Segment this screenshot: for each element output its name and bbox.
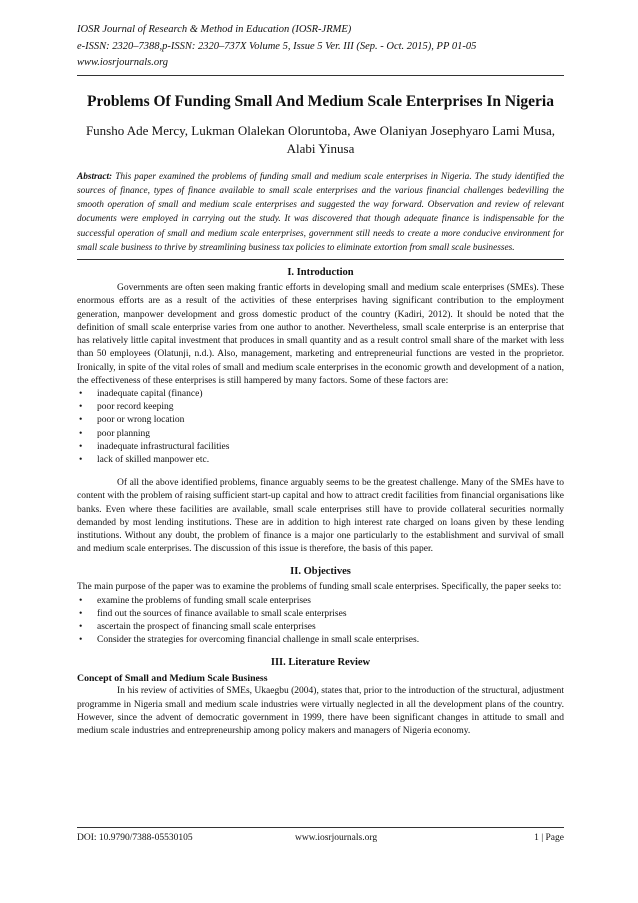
factors-list — [77, 388, 564, 467]
bullet-icon: • — [79, 428, 83, 439]
list-item: • poor record keeping — [77, 401, 564, 414]
paper-title: Problems Of Funding Small And Medium Scale Enterprises In Nigeria — [87, 92, 554, 110]
introduction-paragraph-1: Governments are often seen making frantic efforts in developing small and medium scale enterprises (SMEs). These enormous efforts are as a result of the activities of these enterprises having significant contribution to the employment generation, manpower development and gross domestic product of the country (Kadiri, 2012). It should be noted that the definition of small scale enterprise varies from one author to another. Nevertheless, small scale enterprise is an enterprise that has relatively little capital investment that produces in small quantity and as a result control small share of the market with less than 50 employees (Olatunji, n.d.). Also, management, marketing and entrepreneurial functions are vested in the proprietor. Ironically, in spite of the vital roles of small and medium scale enterprises in the economic growth and development of a nation, the effectiveness of these enterprises is still hampered by many factors. Some of these factors are: — [77, 283, 564, 386]
header-divider — [77, 75, 564, 76]
list-item: • examine the problems of funding small scale enterprises — [77, 595, 564, 608]
list-item: • Consider the strategies for overcoming financial challenge in small scale enterprises. — [77, 634, 564, 647]
section-heading-literature: III. Literature Review — [270, 657, 371, 669]
journal-issn: e-ISSN: 2320–7388,p-ISSN: 2320–737X Volume 5, Issue 5 Ver. III (Sep. - Oct. 2015), PP 01-05 — [77, 40, 477, 52]
journal-name: IOSR Journal of Research & Method in Education (IOSR-JRME) — [77, 24, 352, 35]
abstract — [77, 170, 564, 256]
footer-website: www.iosrjournals.org — [295, 833, 378, 843]
bullet-icon: • — [79, 388, 83, 399]
objectives-list — [77, 595, 564, 648]
abstract-text: This paper examined the problems of funding small and medium scale enterprises in Nigeria. The study identified the sources of finance, types of finance available to small scale enterprises and the various financial challenges bedevilling the smooth operation of small and medium scale enterprises and suggested the way forward. Observation and review of relevant documents were employed in carrying out the study. It was discovered that though adequate finance is indispensable for the successful operation of small and medium scale enterprises, government still needs to create a more conducive environment for small scale business to thrive by streamlining business tax policies to eliminate extortion from small scale businesses. — [77, 171, 564, 253]
list-item: • inadequate infrastructural facilities — [77, 441, 564, 454]
abstract-divider — [77, 259, 564, 260]
subsection-heading: Concept of Small and Medium Scale Business — [77, 673, 268, 685]
bullet-icon: • — [79, 635, 83, 646]
abstract-label: Abstract: — [77, 171, 113, 182]
bullet-icon: • — [79, 454, 83, 465]
footer-page-number: 1 | Page — [534, 833, 564, 843]
introduction-paragraph-2: Of all the above identified problems, finance arguably seems to be the greatest challenge. Many of the SMEs have to content with the problem of raising sufficient start-up capital and how to attract credit facilities from financial organisations like banks. Even where these facilities are available, small scale enterprises still have to provide collateral securities normally demanded by most lending institutions. These are in addition to high interest rate charged on loans given by these lending institutions. Without any doubt, the problem of finance is a major one particularly to the establishment and survival of small and medium scale enterprises. The discussion of this issue is therefore, the basis of this paper. — [77, 478, 564, 555]
journal-website: www.iosrjournals.org — [77, 57, 169, 68]
paper-authors: Funsho Ade Mercy, Lukman Olalekan Oloruntoba, Awe Olaniyan Josephyaro Lami Musa, Alabi Yinusa — [85, 122, 556, 156]
list-item: • inadequate capital (finance) — [77, 388, 564, 401]
bullet-icon: • — [79, 415, 83, 426]
list-item: • lack of skilled manpower etc. — [77, 454, 564, 467]
section-heading-introduction: I. Introduction — [287, 267, 354, 279]
list-item: • poor planning — [77, 428, 564, 441]
list-item: • poor or wrong location — [77, 414, 564, 427]
bullet-icon: • — [79, 595, 83, 606]
footer-doi: DOI: 10.9790/7388-05530105 — [77, 833, 193, 843]
bullet-icon: • — [79, 441, 83, 452]
objectives-intro: The main purpose of the paper was to examine the problems of funding small scale enterprises. Specifically, the paper seeks to: — [77, 582, 562, 593]
bullet-icon: • — [79, 402, 83, 413]
paper-page — [77, 22, 564, 738]
journal-header — [77, 22, 564, 72]
bullet-icon: • — [79, 621, 83, 632]
bullet-icon: • — [79, 608, 83, 619]
list-item: • find out the sources of finance available to small scale enterprises — [77, 608, 564, 621]
literature-paragraph: In his review of activities of SMEs, Ukaegbu (2004), states that, prior to the introduction of the structural, adjustment programme in Nigeria small and medium scale industries were virtually neglected in all the development plans of the country. However, since the advent of democratic government in 1999, there have been significant changes in attitude to small and medium scale industries and entrepreneurship among policy makers and managers of Nigeria economy. — [77, 686, 564, 736]
page-footer — [77, 827, 564, 843]
list-item: • ascertain the prospect of financing small scale enterprises — [77, 621, 564, 634]
section-heading-objectives: II. Objectives — [290, 566, 351, 578]
